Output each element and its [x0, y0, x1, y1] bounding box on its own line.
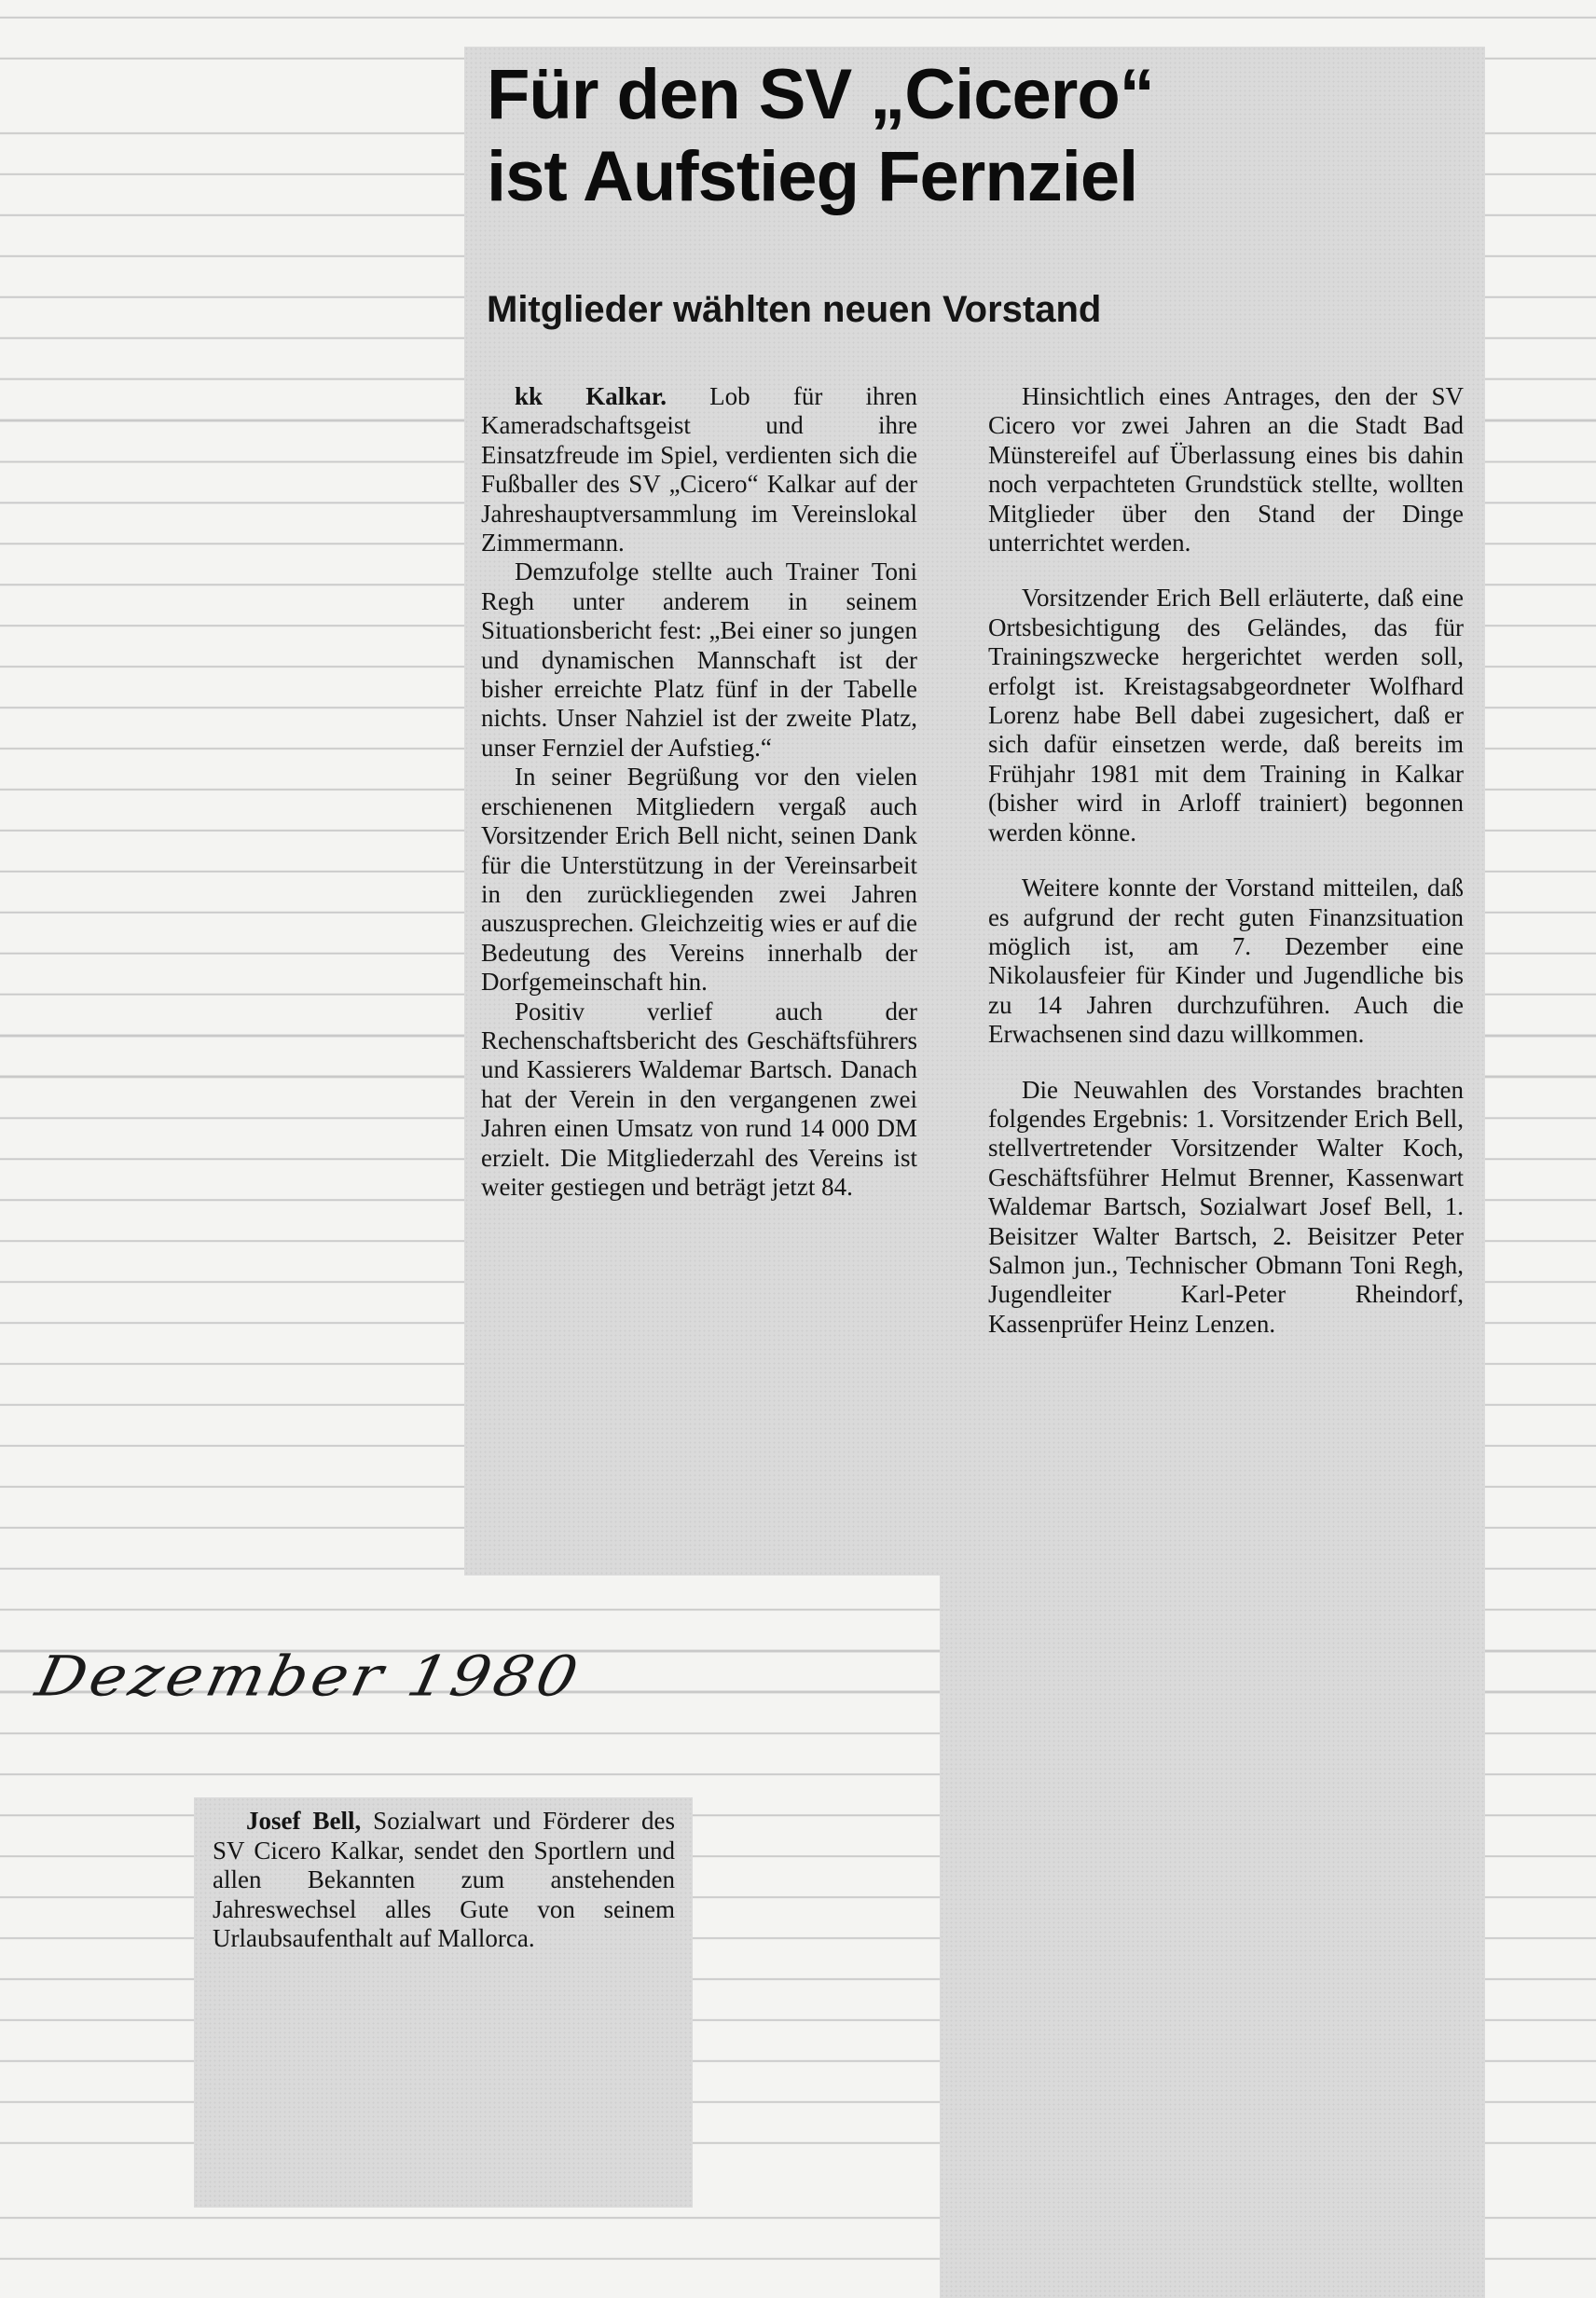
- paragraph: [213, 1807, 675, 1954]
- headline-line-1: Für den SV „Cicero“: [487, 55, 1154, 134]
- handwritten-date: Dezember 1980: [30, 1644, 587, 1710]
- notice-text: [213, 1807, 675, 1954]
- dateline: kk Kalkar.: [515, 382, 667, 410]
- article-column-1: [481, 382, 917, 1202]
- paragraph: Positiv verlief auch der Rechenschaftsbericht des Geschäftsführers und Kassierers Waldemar Bartsch. Danach hat der Verein in den vergangenen zwei Jahren einen Umsatz von rund 14 000 DM erzielt. Die Mitgliederzahl des Vereins ist weiter gestiegen und beträgt jetzt 84.: [481, 997, 917, 1201]
- paragraph: [481, 382, 917, 557]
- article-headline: [487, 54, 1475, 218]
- paragraph: Demzufolge stellte auch Trainer Toni Regh unter anderem in seinem Situationsbericht fest: „Bei einer so jungen und dynamischen Mannschaft ist der bisher erreichte Platz fünf in der Tabelle nichts. Unser Nahziel ist der zweite Platz, unser Fernziel der Aufstieg.“: [481, 557, 917, 762]
- paragraph-text: Lob für ihren Kameradschaftsgeist und ihre Einsatzfreude im Spiel, verdienten sich die Fußballer des SV „Cicero“ Kalkar auf der Jahreshauptversammlung im Vereinslokal Zimmermann.: [481, 382, 918, 557]
- article-column-2: [988, 382, 1464, 1339]
- headline-line-2: ist Aufstieg Fernziel: [487, 137, 1138, 216]
- notice-name: Josef Bell,: [246, 1807, 362, 1835]
- paragraph: Vorsitzender Erich Bell erläuterte, daß eine Ortsbesichtigung des Geländes, das für Trainingszwecke hergerichtet werden soll, erfolgt ist. Kreistagsabgeordneter Wolfhard Lorenz habe Bell dabei zugesichert, daß er sich dafür einsetzen werde, daß bereits im Frühjahr 1981 mit dem Training in Kalkar (bisher wird in Arloff trainiert) begonnen werden könne.: [988, 584, 1464, 846]
- notice-body: Sozialwart und Förderer des SV Cicero Kalkar, sendet den Sportlern und allen Bekannten zum anstehenden Jahreswechsel alles Gute von seinem Urlaubsaufenthalt auf Mallorca.: [213, 1807, 675, 1952]
- article-clipping-continuation: [940, 1576, 1485, 2298]
- paragraph: Hinsichtlich eines Antrages, den der SV Cicero vor zwei Jahren an die Stadt Bad Münstereifel auf Überlassung eines bis dahin noch verpachteten Grundstück stellte, wollten Mitglieder über den Stand der Dinge unterrichtet werden.: [988, 382, 1464, 557]
- paragraph: In seiner Begrüßung vor den vielen erschienenen Mitgliedern vergaß auch Vorsitzender Erich Bell nicht, seinen Dank für die Unterstützung in der Vereinsarbeit in den zurückliegenden zwei Jahren auszusprechen. Gleichzeitig wies er auf die Bedeutung des Vereins innerhalb der Dorfgemeinschaft hin.: [481, 763, 917, 997]
- article-subheadline: Mitglieder wählten neuen Vorstand: [487, 289, 1102, 330]
- paragraph: Weitere konnte der Vorstand mitteilen, daß es aufgrund der recht guten Finanzsituation möglich ist, am 7. Dezember eine Nikolausfeier für Kinder und Jugendliche bis zu 14 Jahren durchzuführen. Auch die Erwachsenen sind dazu willkommen.: [988, 874, 1464, 1049]
- paragraph: Die Neuwahlen des Vorstandes brachten folgendes Ergebnis: 1. Vorsitzender Erich Bell, stellvertretender Vorsitzender Walter Koch, Geschäftsführer Helmut Brenner, Kassenwart Waldemar Bartsch, Sozialwart Josef Bell, 1. Beisitzer Walter Bartsch, 2. Beisitzer Peter Salmon jun., Technischer Obmann Toni Regh, Jugendleiter Karl-Peter Rheindorf, Kassenprüfer Heinz Lenzen.: [988, 1075, 1464, 1338]
